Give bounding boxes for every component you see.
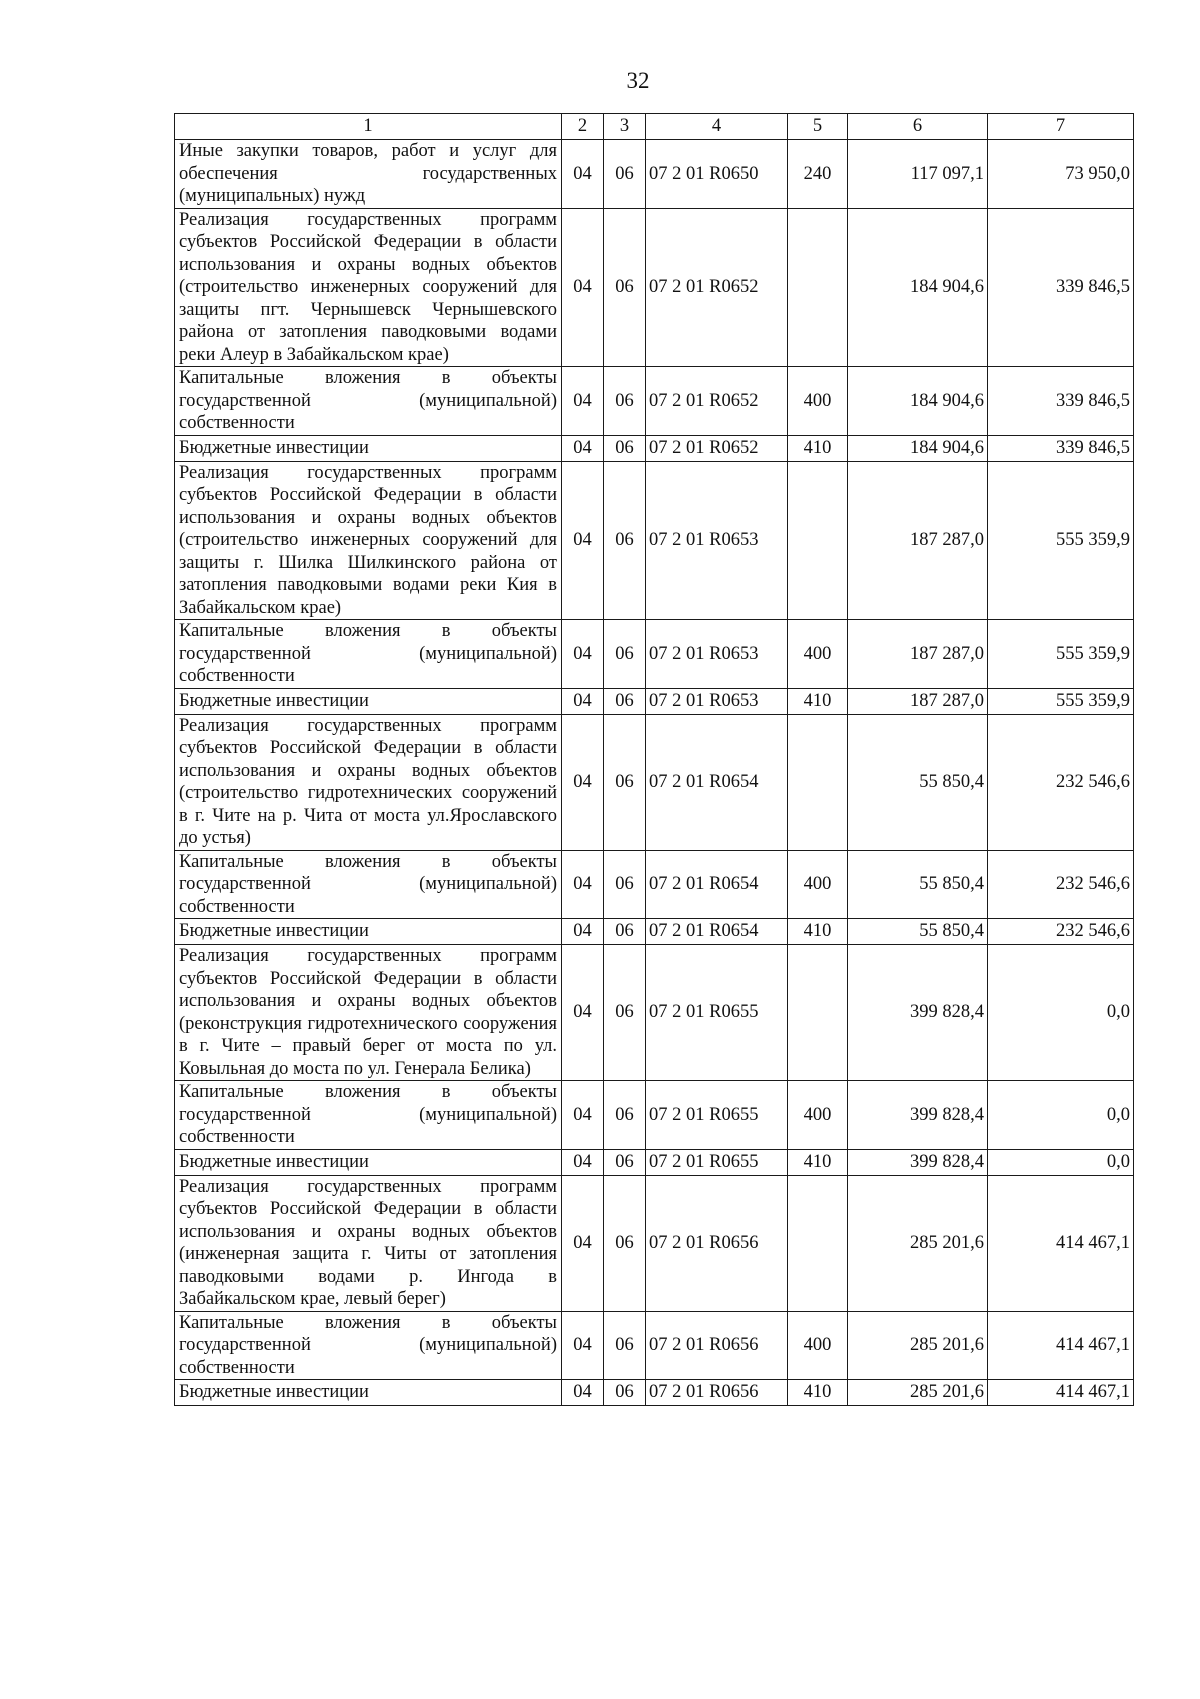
subsection-cell: 06 [604,688,646,714]
amount-col7-cell: 232 546,6 [988,919,1134,945]
subsection-cell: 06 [604,850,646,919]
row-name-cell: Реализация государственных программ субъектов Российской Федерации в области использования и охраны водных объектов (реконструкция гидротехнического сооружения в г. Чите – правый берег от моста по ул. Ковыльная до моста по ул. Генерала Белика) [175,945,562,1081]
amount-col6-cell: 117 097,1 [848,140,988,209]
subsection-cell: 06 [604,1380,646,1406]
row-name-cell: Капитальные вложения в объекты государственной (муниципальной) собственности [175,850,562,919]
row-name-cell: Бюджетные инвестиции [175,1380,562,1406]
target-code-cell: 07 2 01 R0654 [646,919,788,945]
table-row [175,688,1134,714]
target-code-cell: 07 2 01 R0653 [646,461,788,620]
amount-col7-cell: 232 546,6 [988,714,1134,850]
amount-col6-cell: 55 850,4 [848,919,988,945]
amount-col7-cell: 414 467,1 [988,1311,1134,1380]
table-row [175,945,1134,1081]
amount-col6-cell: 187 287,0 [848,461,988,620]
amount-col7-cell: 555 359,9 [988,461,1134,620]
row-name-cell: Капитальные вложения в объекты государственной (муниципальной) собственности [175,620,562,689]
target-code-cell: 07 2 01 R0655 [646,1149,788,1175]
header-cell-4: 4 [646,114,788,140]
target-code-cell: 07 2 01 R0654 [646,850,788,919]
page-number: 32 [626,68,650,93]
target-code-cell: 07 2 01 R0655 [646,1081,788,1150]
header-cell-5: 5 [788,114,848,140]
subsection-cell: 06 [604,208,646,367]
row-name-cell: Капитальные вложения в объекты государственной (муниципальной) собственности [175,367,562,436]
table-row [175,367,1134,436]
amount-col6-cell: 187 287,0 [848,688,988,714]
amount-col7-cell: 0,0 [988,945,1134,1081]
table-row [175,1081,1134,1150]
expense-type-cell: 400 [788,850,848,919]
target-code-cell: 07 2 01 R0653 [646,620,788,689]
table-row [175,435,1134,461]
section-cell: 04 [562,208,604,367]
header-cell-3: 3 [604,114,646,140]
target-code-cell: 07 2 01 R0652 [646,208,788,367]
amount-col6-cell: 55 850,4 [848,850,988,919]
amount-col6-cell: 184 904,6 [848,435,988,461]
target-code-cell: 07 2 01 R0653 [646,688,788,714]
row-name-cell: Бюджетные инвестиции [175,435,562,461]
expense-type-cell: 410 [788,688,848,714]
table-row [175,140,1134,209]
amount-col7-cell: 73 950,0 [988,140,1134,209]
expense-type-cell [788,461,848,620]
amount-col6-cell: 399 828,4 [848,945,988,1081]
target-code-cell: 07 2 01 R0652 [646,367,788,436]
section-cell: 04 [562,919,604,945]
section-cell: 04 [562,461,604,620]
subsection-cell: 06 [604,620,646,689]
target-code-cell: 07 2 01 R0650 [646,140,788,209]
section-cell: 04 [562,1175,604,1311]
amount-col7-cell: 414 467,1 [988,1380,1134,1406]
amount-col6-cell: 184 904,6 [848,208,988,367]
section-cell: 04 [562,945,604,1081]
table-row [175,1311,1134,1380]
target-code-cell: 07 2 01 R0652 [646,435,788,461]
header-cell-6: 6 [848,114,988,140]
table-row [175,620,1134,689]
target-code-cell: 07 2 01 R0654 [646,714,788,850]
row-name-cell: Капитальные вложения в объекты государственной (муниципальной) собственности [175,1081,562,1150]
section-cell: 04 [562,714,604,850]
table-row [175,208,1134,367]
table-row [175,919,1134,945]
expense-type-cell [788,714,848,850]
subsection-cell: 06 [604,1149,646,1175]
row-name-cell: Иные закупки товаров, работ и услуг для обеспечения государственных (муниципальных) нужд [175,140,562,209]
amount-col6-cell: 285 201,6 [848,1175,988,1311]
amount-col7-cell: 555 359,9 [988,688,1134,714]
expense-type-cell [788,945,848,1081]
section-cell: 04 [562,620,604,689]
section-cell: 04 [562,1149,604,1175]
section-cell: 04 [562,367,604,436]
amount-col6-cell: 285 201,6 [848,1380,988,1406]
subsection-cell: 06 [604,714,646,850]
amount-col6-cell: 187 287,0 [848,620,988,689]
expense-type-cell: 400 [788,367,848,436]
expense-type-cell: 240 [788,140,848,209]
target-code-cell: 07 2 01 R0656 [646,1175,788,1311]
expense-type-cell: 410 [788,435,848,461]
row-name-cell: Реализация государственных программ субъектов Российской Федерации в области использования и охраны водных объектов (строительство инженерных сооружений для защиты г. Шилка Шилкинского района от затопления паводковыми водами реки Кия в Забайкальском крае) [175,461,562,620]
row-name-cell: Реализация государственных программ субъектов Российской Федерации в области использования и охраны водных объектов (строительство инженерных сооружений для защиты пгт. Чернышевск Чернышевского района от затопления паводковыми водами реки Алеур в Забайкальском крае) [175,208,562,367]
table-row [175,1149,1134,1175]
section-cell: 04 [562,1380,604,1406]
row-name-cell: Бюджетные инвестиции [175,688,562,714]
table-row [175,714,1134,850]
target-code-cell: 07 2 01 R0655 [646,945,788,1081]
subsection-cell: 06 [604,1081,646,1150]
amount-col6-cell: 184 904,6 [848,367,988,436]
row-name-cell: Реализация государственных программ субъектов Российской Федерации в области использования и охраны водных объектов (инженерная защита г. Читы от затопления паводковыми водами р. Ингода в Забайкальском крае, левый берег) [175,1175,562,1311]
expense-type-cell: 410 [788,1380,848,1406]
header-cell-7: 7 [988,114,1134,140]
section-cell: 04 [562,435,604,461]
header-cell-1: 1 [175,114,562,140]
table-row [175,1175,1134,1311]
amount-col7-cell: 414 467,1 [988,1175,1134,1311]
target-code-cell: 07 2 01 R0656 [646,1311,788,1380]
table-row [175,850,1134,919]
amount-col7-cell: 0,0 [988,1081,1134,1150]
amount-col6-cell: 55 850,4 [848,714,988,850]
header-cell-2: 2 [562,114,604,140]
expense-type-cell: 400 [788,1311,848,1380]
section-cell: 04 [562,1311,604,1380]
header-row [175,114,1134,140]
amount-col7-cell: 232 546,6 [988,850,1134,919]
subsection-cell: 06 [604,1175,646,1311]
subsection-cell: 06 [604,140,646,209]
subsection-cell: 06 [604,461,646,620]
row-name-cell: Бюджетные инвестиции [175,1149,562,1175]
expense-type-cell: 410 [788,1149,848,1175]
amount-col7-cell: 339 846,5 [988,435,1134,461]
subsection-cell: 06 [604,1311,646,1380]
amount-col7-cell: 555 359,9 [988,620,1134,689]
target-code-cell: 07 2 01 R0656 [646,1380,788,1406]
subsection-cell: 06 [604,945,646,1081]
section-cell: 04 [562,850,604,919]
row-name-cell: Капитальные вложения в объекты государственной (муниципальной) собственности [175,1311,562,1380]
amount-col7-cell: 0,0 [988,1149,1134,1175]
expense-type-cell: 410 [788,919,848,945]
amount-col6-cell: 399 828,4 [848,1149,988,1175]
amount-col7-cell: 339 846,5 [988,367,1134,436]
budget-table [174,113,1134,1406]
subsection-cell: 06 [604,367,646,436]
section-cell: 04 [562,1081,604,1150]
table-row [175,461,1134,620]
row-name-cell: Реализация государственных программ субъектов Российской Федерации в области использования и охраны водных объектов (строительство гидротехнических сооружений в г. Чите на р. Чита от моста ул.Ярославского до устья) [175,714,562,850]
subsection-cell: 06 [604,435,646,461]
section-cell: 04 [562,140,604,209]
expense-type-cell: 400 [788,620,848,689]
subsection-cell: 06 [604,919,646,945]
expense-type-cell: 400 [788,1081,848,1150]
amount-col6-cell: 285 201,6 [848,1311,988,1380]
table-row [175,1380,1134,1406]
section-cell: 04 [562,688,604,714]
amount-col7-cell: 339 846,5 [988,208,1134,367]
expense-type-cell [788,208,848,367]
amount-col6-cell: 399 828,4 [848,1081,988,1150]
expense-type-cell [788,1175,848,1311]
row-name-cell: Бюджетные инвестиции [175,919,562,945]
